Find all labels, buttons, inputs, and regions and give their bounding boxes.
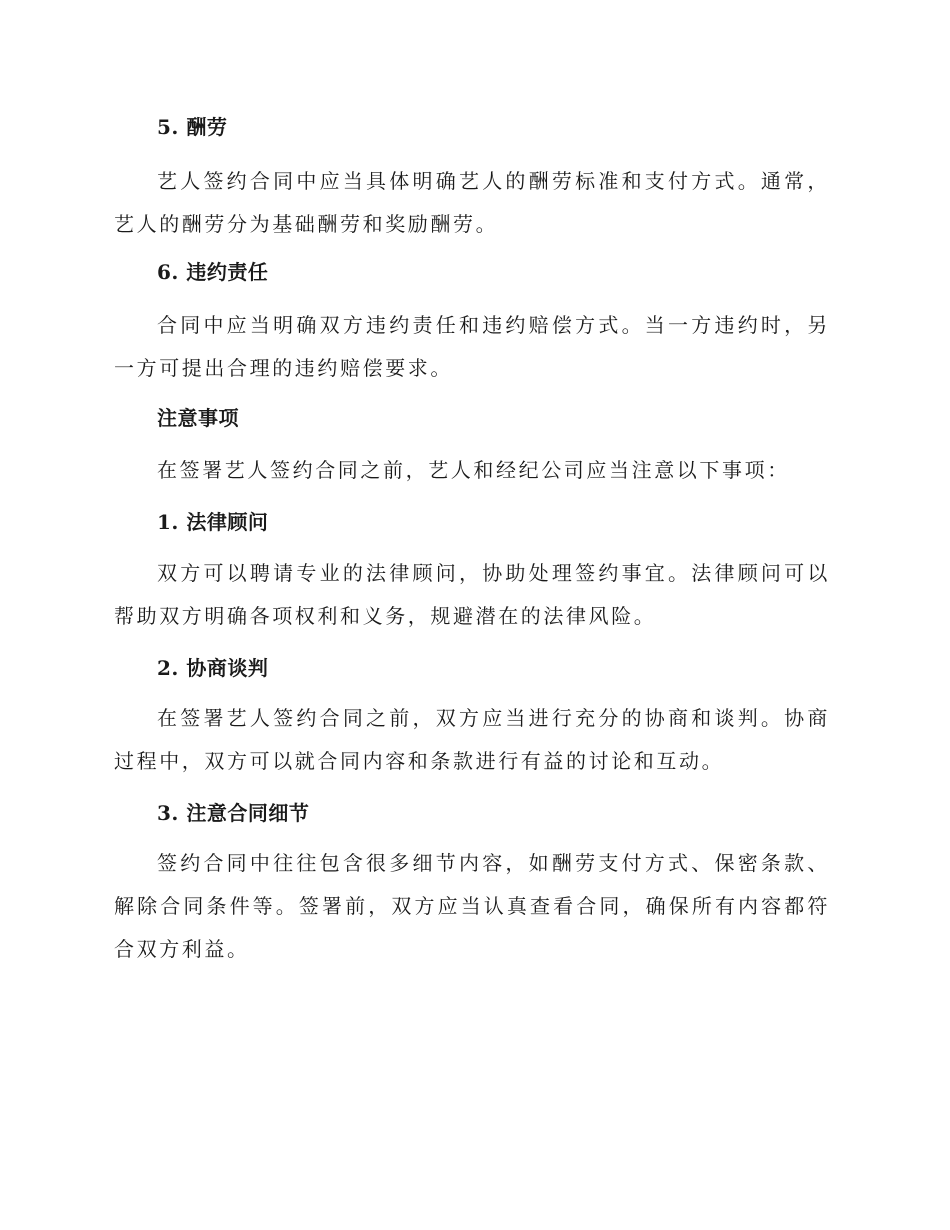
section-heading-contract-details: 3. 注意合同细节 [157,801,310,825]
section-heading-notes: 注意事项 [157,406,239,430]
section-paragraph-notes: 在签署艺人签约合同之前，艺人和经纪公司应当注意以下事项： [157,458,790,482]
section-heading-remuneration: 5. 酬劳 [157,115,228,139]
section-heading-negotiation: 2. 协商谈判 [157,656,269,680]
section-heading-breach-liability: 6. 违约责任 [157,260,269,284]
section-heading-legal-advisor: 1. 法律顾问 [157,510,269,534]
section-paragraph-negotiation: 在签署艺人签约合同之前，双方应当进行充分的协商和谈判。协商过程中，双方可以就合同内容和条款进行有益的讨论和互动。 [114,706,830,773]
section-paragraph-contract-details: 签约合同中往往包含很多细节内容，如酬劳支付方式、保密条款、解除合同条件等。签署前，双方应当认真查看合同，确保所有内容都符合双方利益。 [114,851,830,961]
section-paragraph-breach-liability: 合同中应当明确双方违约责任和违约赔偿方式。当一方违约时，另一方可提出合理的违约赔偿要求。 [114,313,830,380]
section-paragraph-legal-advisor: 双方可以聘请专业的法律顾问，协助处理签约事宜。法律顾问可以帮助双方明确各项权利和义务，规避潜在的法律风险。 [114,561,830,628]
section-paragraph-remuneration: 艺人签约合同中应当具体明确艺人的酬劳标准和支付方式。通常，艺人的酬劳分为基础酬劳和奖励酬劳。 [114,169,830,236]
